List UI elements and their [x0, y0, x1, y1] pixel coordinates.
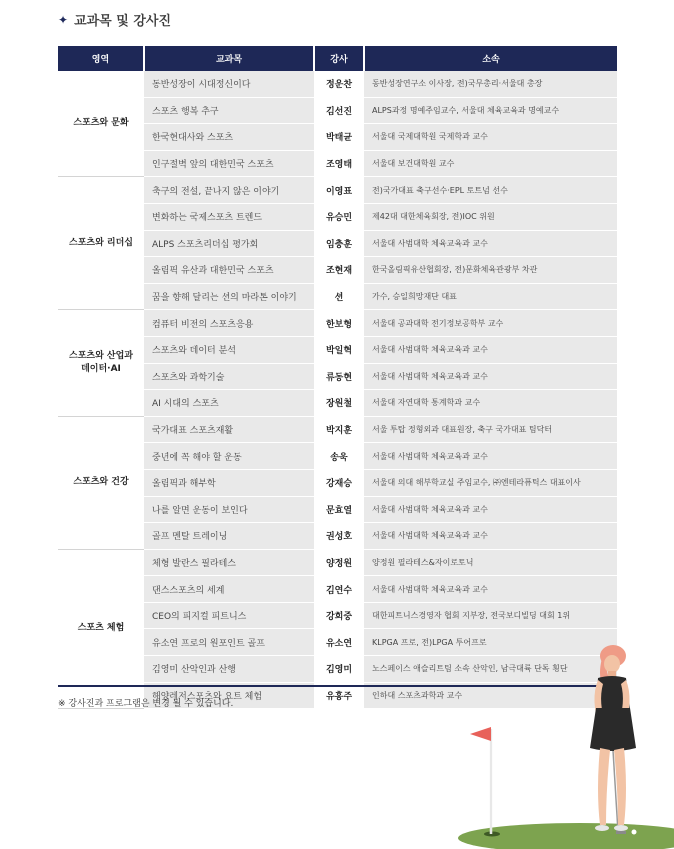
affiliation-cell: 동반성장연구소 이사장, 전)국무총리·서울대 총장 — [364, 71, 617, 97]
affiliation-cell: 서울대 사범대학 체육교육과 교수 — [364, 363, 617, 390]
subject-cell: 컴퓨터 비전의 스포츠응용 — [144, 310, 314, 337]
table-row — [58, 177, 617, 204]
lecturer-cell: 강재승 — [314, 469, 364, 496]
group-leadership — [58, 177, 617, 310]
affiliation-cell: 서울대 보건대학원 교수 — [364, 150, 617, 177]
area-cell: 스포츠 체험 — [58, 549, 144, 709]
affiliation-cell: 서울대 공과대학 전기정보공학부 교수 — [364, 310, 617, 337]
area-cell: 스포츠와 리더십 — [58, 177, 144, 310]
area-label-line2: 데이터·AI — [81, 364, 121, 375]
lecturer-cell: 박지훈 — [314, 416, 364, 443]
header-subject: 교과목 — [144, 46, 314, 71]
affiliation-cell: 가수, 승일희망재단 대표 — [364, 283, 617, 310]
subject-cell: 중년에 꼭 해야 할 운동 — [144, 443, 314, 470]
lecturer-cell: 한보형 — [314, 310, 364, 337]
flag-icon — [470, 727, 491, 741]
lecturer-cell: 김연수 — [314, 576, 364, 603]
section-title — [58, 10, 171, 29]
lecturer-cell: 임충훈 — [314, 230, 364, 257]
header-area: 영역 — [58, 46, 144, 71]
subject-cell: 나를 알면 운동이 보인다 — [144, 496, 314, 523]
lecturer-cell: 션 — [314, 283, 364, 310]
affiliation-cell: 전)국가대표 축구선수·EPL 토트넘 선수 — [364, 177, 617, 204]
affiliation-cell: ALPS과정 명예주임교수, 서울대 체육교육과 명예교수 — [364, 97, 617, 124]
subject-cell: 올림픽과 해부학 — [144, 469, 314, 496]
area-cell: 스포츠와 건강 — [58, 416, 144, 549]
affiliation-cell: 서울대 사범대학 체육교육과 교수 — [364, 230, 617, 257]
lecturer-cell: 류동현 — [314, 363, 364, 390]
lecturer-cell: 장원철 — [314, 390, 364, 417]
subject-cell: 인구절벽 앞의 대한민국 스포츠 — [144, 150, 314, 177]
lecturer-cell: 조영태 — [314, 150, 364, 177]
table-row — [58, 71, 617, 97]
lecturer-cell: 유소연 — [314, 629, 364, 656]
notice-text: ※ 강사진과 프로그램은 변경 될 수 있습니다. — [58, 699, 234, 709]
group-health — [58, 416, 617, 549]
subject-cell: 축구의 전설, 끝나지 않은 이야기 — [144, 177, 314, 204]
sparkle-icon: ✦ — [58, 12, 69, 27]
group-industry-data-ai — [58, 310, 617, 416]
table-row — [58, 310, 617, 337]
affiliation-cell: 대한피트니스경영자 협회 지부장, 전국보디빌딩 대회 1위 — [364, 602, 617, 629]
subject-cell: CEO의 피지컬 피트니스 — [144, 602, 314, 629]
lecturer-cell: 권성호 — [314, 523, 364, 550]
lecturer-cell: 양정원 — [314, 549, 364, 576]
area-label-line1: 스포츠와 산업과 — [69, 351, 133, 362]
subject-cell: 올림픽 유산과 대한민국 스포츠 — [144, 257, 314, 284]
lecturer-cell: 이영표 — [314, 177, 364, 204]
subject-cell: AI 시대의 스포츠 — [144, 390, 314, 417]
lecturer-cell: 김선진 — [314, 97, 364, 124]
lecturer-cell: 박일혁 — [314, 336, 364, 363]
lecturer-cell: 문효열 — [314, 496, 364, 523]
curriculum-table — [58, 46, 617, 709]
golf-ball — [632, 830, 637, 835]
lecturer-cell: 송욱 — [314, 443, 364, 470]
affiliation-cell: 서울대 사범대학 체육교육과 교수 — [364, 523, 617, 550]
subject-cell: 스포츠와 데이터 분석 — [144, 336, 314, 363]
golfer-figure — [590, 645, 637, 835]
affiliation-cell: 제42대 대한체육회장, 전)IOC 위원 — [364, 203, 617, 230]
header-lecturer: 강사 — [314, 46, 364, 71]
subject-cell: 동반성장이 시대정신이다 — [144, 71, 314, 97]
affiliation-cell: 서울 투탑 정형외과 대표원장, 축구 국가대표 팀닥터 — [364, 416, 617, 443]
section-title-text: 교과목 및 강사진 — [74, 14, 172, 29]
affiliation-cell: 서울대 사범대학 체육교육과 교수 — [364, 496, 617, 523]
affiliation-cell: 양정원 필라테스&자이로토닉 — [364, 549, 617, 576]
table-row — [58, 549, 617, 576]
affiliation-cell: 서울대 국제대학원 국제학과 교수 — [364, 124, 617, 151]
area-cell: 스포츠와 문화 — [58, 71, 144, 177]
subject-cell: 김영미 산악인과 산행 — [144, 656, 314, 683]
subject-cell: 골프 멘탈 트레이닝 — [144, 523, 314, 550]
subject-cell: 변화하는 국제스포츠 트렌드 — [144, 203, 314, 230]
subject-cell: 해양레저스포츠와 요트 체험 — [144, 682, 314, 709]
subject-cell: 꿈을 향해 달리는 션의 마라톤 이야기 — [144, 283, 314, 310]
affiliation-cell: 한국올림픽유산협회장, 전)문화체육관광부 차관 — [364, 257, 617, 284]
subject-cell: 유소연 프로의 원포인트 골프 — [144, 629, 314, 656]
affiliation-cell: 인하대 스포츠과학과 교수 — [364, 682, 617, 709]
lecturer-cell: 강희중 — [314, 602, 364, 629]
lecturer-cell: 유승민 — [314, 203, 364, 230]
subject-cell: 한국현대사와 스포츠 — [144, 124, 314, 151]
affiliation-cell: 서울대 자연대학 통계학과 교수 — [364, 390, 617, 417]
subject-cell: 스포츠와 과학기술 — [144, 363, 314, 390]
header-affiliation: 소속 — [364, 46, 617, 71]
golfer-illustration-icon — [440, 640, 674, 849]
affiliation-cell: 서울대 사범대학 체육교육과 교수 — [364, 336, 617, 363]
table-row — [58, 416, 617, 443]
subject-cell: 체형 발란스 필라테스 — [144, 549, 314, 576]
subject-cell: 국가대표 스포츠재활 — [144, 416, 314, 443]
table-header-row — [58, 46, 617, 71]
lecturer-cell: 박태균 — [314, 124, 364, 151]
group-culture — [58, 71, 617, 177]
lecturer-cell: 조현재 — [314, 257, 364, 284]
subject-cell: ALPS 스포츠리더십 평가회 — [144, 230, 314, 257]
affiliation-cell: 서울대 의대 해부학교실 주임교수, ㈜엔테라퓨틱스 대표이사 — [364, 469, 617, 496]
affiliation-cell: 서울대 사범대학 체육교육과 교수 — [364, 576, 617, 603]
affiliation-cell: 노스페이스 애슬리트팀 소속 산악인, 남극대륙 단독 횡단 — [364, 656, 617, 683]
affiliation-cell: 서울대 사범대학 체육교육과 교수 — [364, 443, 617, 470]
lecturer-cell: 김영미 — [314, 656, 364, 683]
area-cell — [58, 310, 144, 416]
lecturer-cell: 정운찬 — [314, 71, 364, 97]
subject-cell: 댄스스포츠의 세계 — [144, 576, 314, 603]
affiliation-cell: KLPGA 프로, 전)LPGA 투어프로 — [364, 629, 617, 656]
lecturer-cell: 유홍주 — [314, 682, 364, 709]
subject-cell: 스포츠 행복 추구 — [144, 97, 314, 124]
